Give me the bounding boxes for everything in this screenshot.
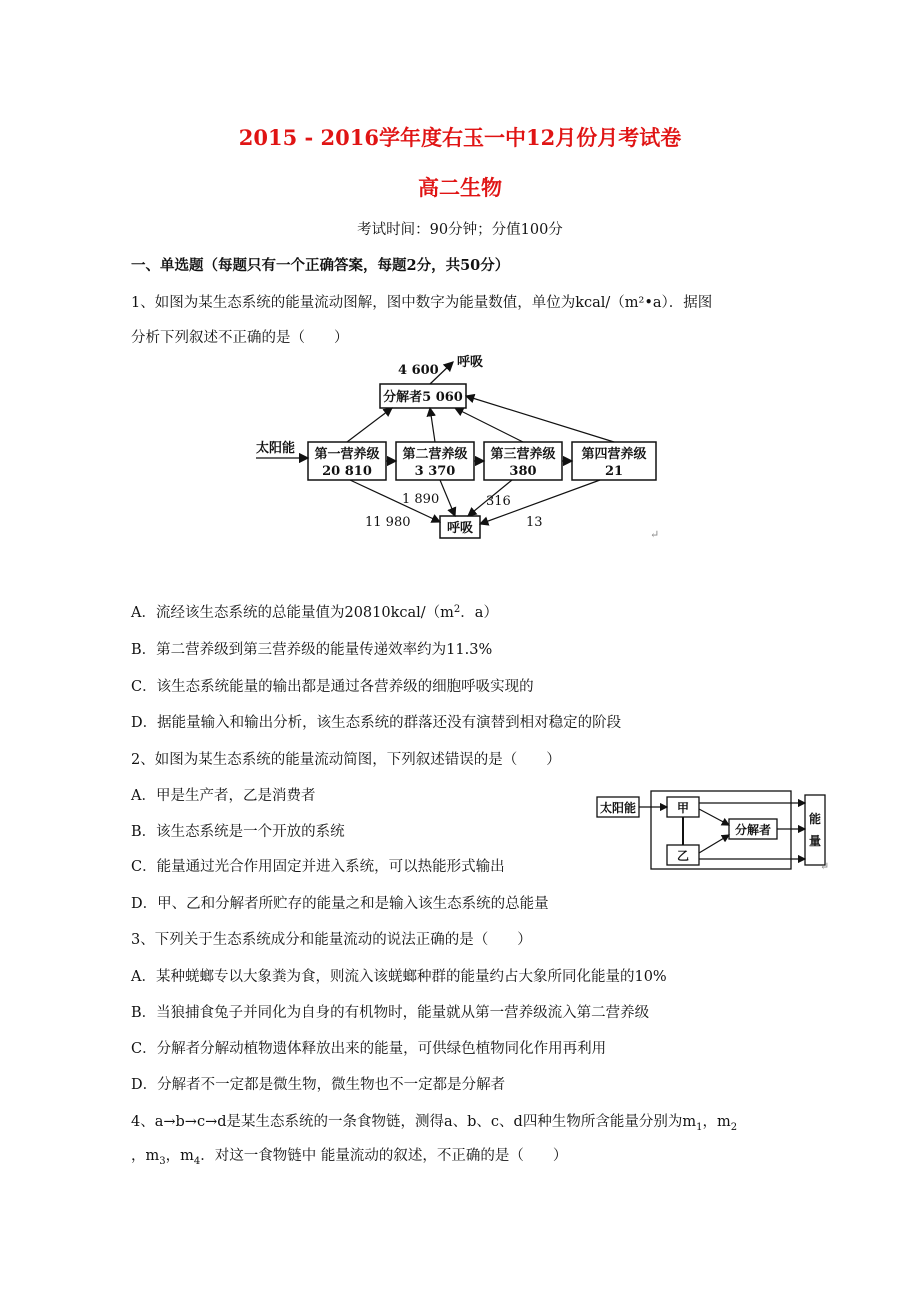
q1-option-a: A．流经该生态系统的总能量值为$20810kcal/(m^2$．a）	[131, 604, 498, 621]
q1-option-d: D．据能量输入和输出分析，该生态系统的群落还没有演替到相对稳定的阶段	[131, 715, 622, 731]
trophic-level-4-value: 21	[604, 464, 624, 479]
trophic-level-4-name: 第四营养级	[581, 447, 647, 462]
q4-stem-line2: ，$m_3$，$m_4$．对这一食物链中 能量流动的叙述，不正确的是（ ）	[131, 1148, 568, 1167]
bottom-respiration-label: 呼吸	[446, 521, 474, 536]
q3-stem: 3、下列关于生态系统成分和能量流动的说法正确的是（ ）	[131, 932, 532, 948]
decomposer-label: 分解者	[734, 823, 772, 837]
trophic-level-3-name: 第三营养级	[490, 447, 556, 462]
trophic-level-3-value: 380	[509, 464, 537, 479]
q3-option-d: D．分解者不一定都是微生物，微生物也不一定都是分解者	[131, 1077, 506, 1093]
q1-stem-line1: 1、如图为某生态系统的能量流动图解，图中数字为能量数值，单位为kcal/（m²•a）．据图	[131, 295, 713, 311]
q2-option-a: A．甲是生产者，乙是消费者	[131, 788, 316, 804]
trophic-level-1-value: 20 810	[322, 464, 372, 479]
q2-option-c: C．能量通过光合作用固定并进入系统，可以热能形式输出	[131, 859, 505, 875]
resp-value-4: 13	[526, 515, 543, 530]
paragraph-mark-icon: ↵	[650, 528, 660, 541]
decomposer-label: 分解者5 060	[383, 390, 463, 405]
q1-option-c: C．该生态系统能量的输出都是通过各营养级的细胞呼吸实现的	[131, 679, 534, 695]
top-respiration-label: 呼吸	[457, 355, 484, 370]
q1-option-b: B．第二营养级到第三营养级的能量传递效率约为11.3%	[131, 642, 493, 658]
q4-stem-line1: 4、a→b→c→d是某生态系统的一条食物链，测得a、b、c、d四种生物所含能量分别为$m_1$，$m_2$	[131, 1114, 738, 1133]
exam-title: 2015 - 2016学年度右玉一中12月份月考试卷	[238, 125, 682, 150]
sun-label: 太阳能	[599, 801, 637, 815]
energy-label-1: 能	[808, 812, 822, 826]
q3-option-c: C．分解者分解动植物遗体释放出来的能量，可供绿色植物同化作用再利用	[131, 1041, 607, 1057]
resp-value-1: 11 980	[365, 515, 411, 530]
q1-stem-line2: 分析下列叙述不正确的是（ ）	[131, 330, 349, 346]
trophic-level-1-name: 第一营养级	[314, 447, 380, 462]
jia-label: 甲	[676, 801, 690, 815]
resp-value-3: 316	[486, 494, 511, 509]
trophic-level-2-value: 3 370	[414, 464, 456, 479]
q2-stem: 2、如图为某生态系统的能量流动简图，下列叙述错误的是（ ）	[131, 752, 561, 768]
yi-label: 乙	[676, 849, 690, 863]
resp-value-2: 1 890	[402, 492, 440, 507]
exam-info: 考试时间：90分钟；分值100分	[357, 222, 563, 238]
q3-option-a: A．某种蜣螂专以大象粪为食，则流入该蜣螂种群的能量约占大象所同化能量的10%	[131, 969, 667, 985]
q3-option-b: B．当狼捕食兔子并同化为自身的有机物时，能量就从第一营养级流入第二营养级	[131, 1005, 650, 1021]
q2-option-b: B．该生态系统是一个开放的系统	[131, 824, 345, 840]
q1-energy-flow-diagram	[250, 350, 670, 550]
subject-title: 高二生物	[418, 175, 502, 200]
energy-output-box	[805, 795, 825, 865]
energy-label-2: 量	[808, 834, 822, 848]
trophic-level-2-name: 第二营养级	[402, 447, 468, 462]
q2-option-d: D．甲、乙和分解者所贮存的能量之和是输入该生态系统的总能量	[131, 896, 549, 912]
q2-energy-flow-diagram	[595, 787, 830, 873]
section-heading: 一、单选题（每题只有一个正确答案，每题2分，共50分）	[131, 257, 510, 274]
sun-label: 太阳能	[256, 441, 296, 456]
top-respiration-value: 4 600	[398, 363, 439, 378]
paragraph-mark-icon: ↵	[820, 860, 830, 873]
